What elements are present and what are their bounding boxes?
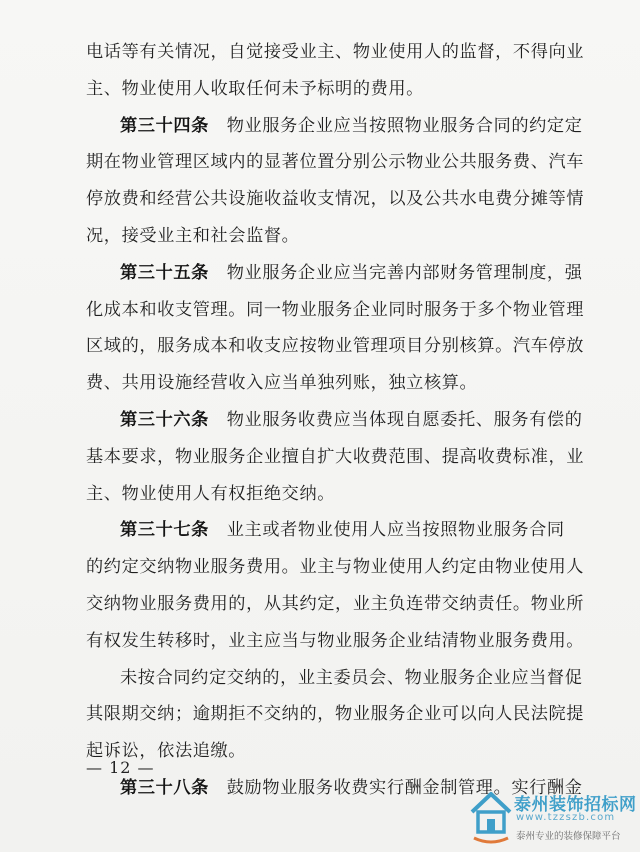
line-text: 停放费和经营公共设施收益收支情况，以及公共水电费分摊等情: [86, 189, 585, 210]
line-text: 未按合同约定交纳的，业主委员会、物业服务企业应当督促: [120, 667, 583, 688]
line-text: 主、物业使用人收取任何未予标明的费用。: [86, 78, 424, 99]
line-text: 的约定交纳物业服务费用。业主与物业使用人约定由物业使用人: [86, 557, 585, 578]
article-heading: 第三十四条: [120, 115, 209, 136]
article-line: [86, 255, 586, 292]
text-line: [86, 292, 586, 329]
regulation-text: [86, 34, 586, 807]
text-line: [86, 144, 586, 181]
line-text: 主、物业使用人有权拒绝交纳。: [86, 483, 336, 504]
line-text: 化成本和收支管理。同一物业服务企业同时服务于多个物业管理: [86, 299, 585, 320]
article-line: [86, 512, 586, 549]
text-line: [86, 549, 586, 586]
article-line: [86, 108, 586, 145]
line-text: 区域的，服务成本和收支应按物业管理项目分别核算。汽车停放: [86, 336, 585, 357]
line-text: 电话等有关情况，自觉接受业主、物业使用人的监督，不得向业: [86, 42, 585, 62]
line-text: 业主或者物业使用人应当按照物业服务合同: [226, 520, 565, 541]
text-line: [86, 365, 586, 402]
text-line: [86, 34, 586, 71]
line-text: 其限期交纳；逾期拒不交纳的，物业服务企业可以向人民法院提: [86, 704, 585, 725]
line-text: 起诉讼，依法追缴。: [86, 741, 247, 762]
watermark-subtitle: 泰州专业的装修保障平台: [516, 831, 621, 842]
article-heading: 第三十六条: [120, 409, 209, 430]
line-text: 物业服务企业应当按照物业服务合同的约定定: [226, 115, 583, 136]
text-line: [86, 586, 586, 623]
line-text: 交纳物业服务费用的，从其约定，业主负连带交纳责任。物业所: [86, 593, 585, 614]
site-watermark: [468, 788, 638, 848]
line-text: 物业服务企业应当完善内部财务管理制度，强: [226, 262, 583, 283]
line-text: 有权发生转移时，业主应当与物业服务企业结清物业服务费用。: [86, 630, 585, 651]
text-line: [86, 733, 586, 770]
page-number: — 12 —: [86, 758, 155, 777]
house-logo-icon: [468, 788, 514, 844]
text-line: [86, 660, 586, 697]
line-text: 物业服务收费应当体现自愿委托、服务有偿的: [226, 409, 583, 430]
text-line: [86, 476, 586, 513]
text-line: [86, 71, 586, 108]
article-heading: 第三十八条: [120, 777, 209, 798]
text-line: [86, 218, 586, 255]
text-line: [86, 439, 586, 476]
text-line: [86, 328, 586, 365]
watermark-url: www.tzzszb.com: [516, 812, 616, 823]
text-line: [86, 696, 586, 733]
text-line: [86, 623, 586, 660]
article-heading: 第三十七条: [120, 520, 209, 541]
line-text: 鼓励物业服务收费实行酬金制管理。实行酬金: [226, 777, 583, 798]
article-line: [86, 402, 586, 439]
line-text: 基本要求，物业服务企业擅自扩大收费范围、提高收费标准，业: [86, 446, 585, 467]
line-text: 况，接受业主和社会监督。: [86, 225, 300, 246]
text-line: [86, 181, 586, 218]
line-text: 费、共用设施经营收入应当单独列账，独立核算。: [86, 373, 478, 394]
line-text: 期在物业管理区域内的显著位置分别公示物业公共服务费、汽车: [86, 152, 585, 173]
article-heading: 第三十五条: [120, 262, 209, 283]
watermark-title: 泰州装饰招标网: [514, 795, 637, 815]
